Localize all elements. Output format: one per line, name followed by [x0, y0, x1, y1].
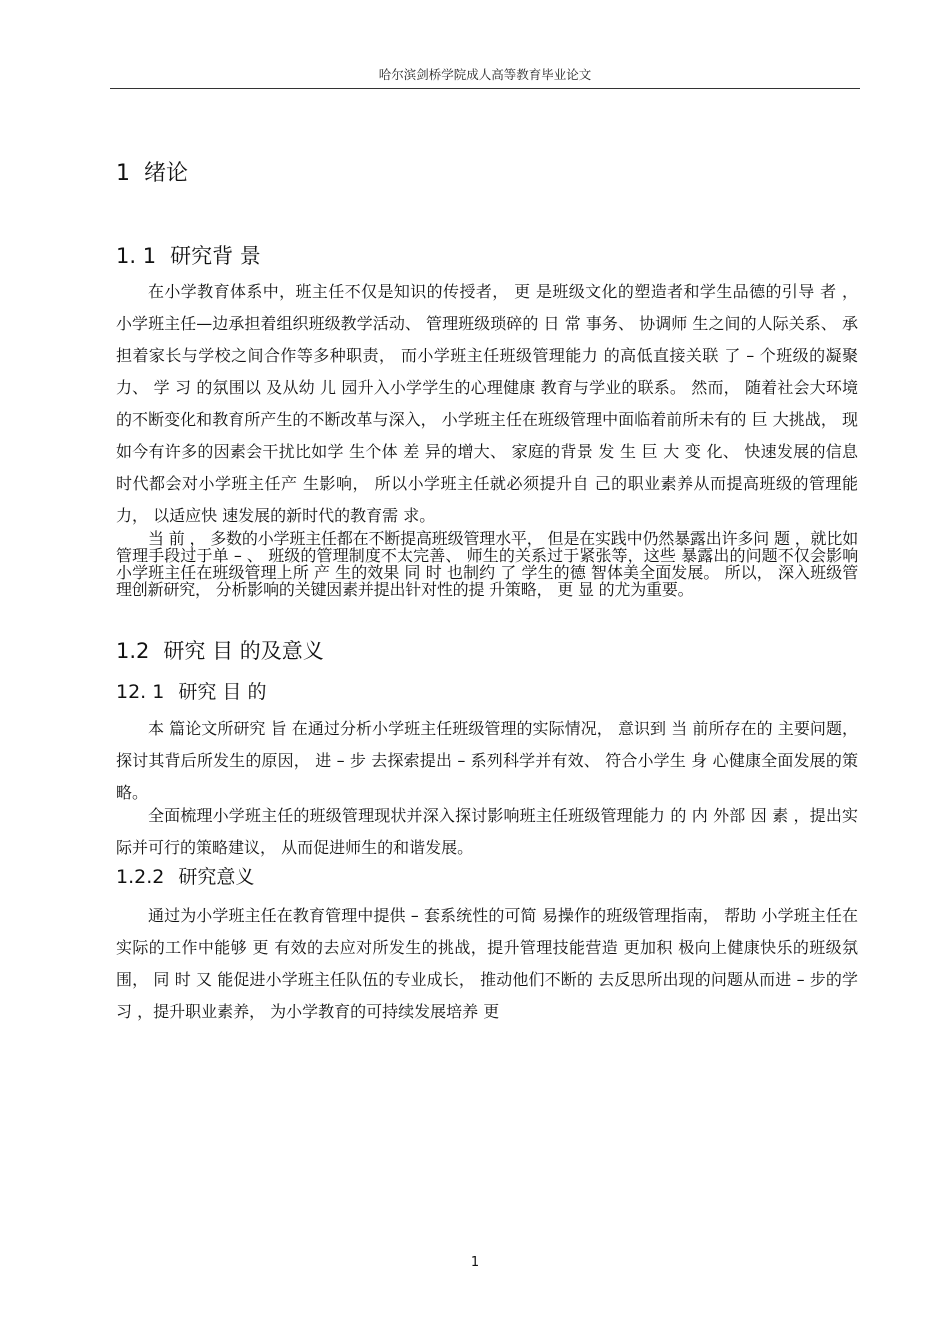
section-heading-1-2 — [116, 638, 324, 664]
section-title: 研究 目 的及意义 — [163, 639, 324, 663]
header-divider — [110, 88, 860, 89]
paragraph-background-2: 当 前 ， 多数的小学班主任都在不断提高班级管理水平， 但是在实践中仍然暴露出许多问 题 ，就比如管理手段过于单 – 、 班级的管理制度不太完善、 师生的关系过于紧张等，这些 暴露出的问题不仅会影响小学班主任在班级管理上所 产 生的效果 同 时 也制约 了 学生的德 智体美全面发展。 所以， 深入班级管理创新研究， 分析影响的关键因素并提出针对性的提 升策略， 更 显 的尤为重要。 — [116, 529, 858, 599]
subsection-heading-1-2-2 — [116, 865, 254, 889]
subsection-number: 12. 1 — [116, 681, 165, 703]
section-title: 研究背 景 — [170, 244, 261, 268]
paragraph-purpose-2: 全面梳理小学班主任的班级管理现状并深入探讨影响班主任班级管理能力 的 内 外部 因 素 ，提出实际并可行的策略建议， 从而促进师生的和谐发展。 — [116, 806, 858, 857]
chapter-number: 1 — [116, 161, 130, 186]
subsection-title: 研究 目 的 — [178, 681, 267, 703]
paragraph-purpose-1: 本 篇论文所研究 旨 在通过分析小学班主任班级管理的实际情况， 意识到 当 前所存在的 主要问题， 探讨其背后所发生的原因， 进 – 步 去探索提出 – 系列科学并有效、 符合小学生 身 心健康全面发展的策略。 — [116, 719, 858, 802]
subsection-title: 研究意义 — [178, 866, 255, 888]
page-number: 1 — [470, 1255, 480, 1270]
subsection-number: 1.2.2 — [116, 866, 165, 888]
section-number: 1.2 — [116, 639, 150, 663]
paragraph-significance-1: 通过为小学班主任在教育管理中提供 – 套系统性的可简 易操作的班级管理指南， 帮助 小学班主任在实际的工作中能够 更 有效的去应对所发生的挑战，提升管理技能营造 更加积 极向上健康快乐的班级氛围， 同 时 又 能促进小学班主任队伍的专业成长， 推动他们不断的 去反思所出现的问题从而进 – 步的学 习 ，提升职业素养， 为小学教育的可持续发展培养 更 — [116, 906, 858, 1021]
section-heading-1-1 — [116, 243, 261, 269]
section-number: 1. 1 — [116, 244, 157, 268]
running-header: 哈尔滨剑桥学院成人高等教育毕业论文 — [378, 67, 592, 82]
chapter-title: 绪论 — [144, 161, 189, 186]
paragraph-background-1: 在小学教育体系中，班主任不仅是知识的传授者， 更 是班级文化的塑造者和学生品德的引导 者 ， 小学班主任—边承担着组织班级教学活动、 管理班级琐碎的 日 常 事务、 协调师 生之间的人际关系、 承担着家长与学校之间合作等多种职责， 而小学班主任班级管理能力 的高低直接关联 了 – 个班级的凝聚力、 学 习 的氛围以 及从幼 儿 园升入小学学生的心理健康 教育与学业的联系。 然而， 随着社会大环境的不断变化和教育所产生的不断改革与深入， 小学班主任在班级管理中面临着前所未有的 巨 大挑战， 现如今有许多的因素会干扰比如学 生个体 差 异的增大、 家庭的背景 发 生 巨 大 变 化、 快速发展的信息时代都会对小学班主任产 生影响， 所以小学班主任就必须提升自 己的职业素养从而提高班级的管理能力， 以适应快 速发展的新时代的教育需 求。 — [116, 282, 858, 525]
subsection-heading-1-2-1 — [116, 680, 266, 704]
chapter-heading — [116, 160, 188, 188]
